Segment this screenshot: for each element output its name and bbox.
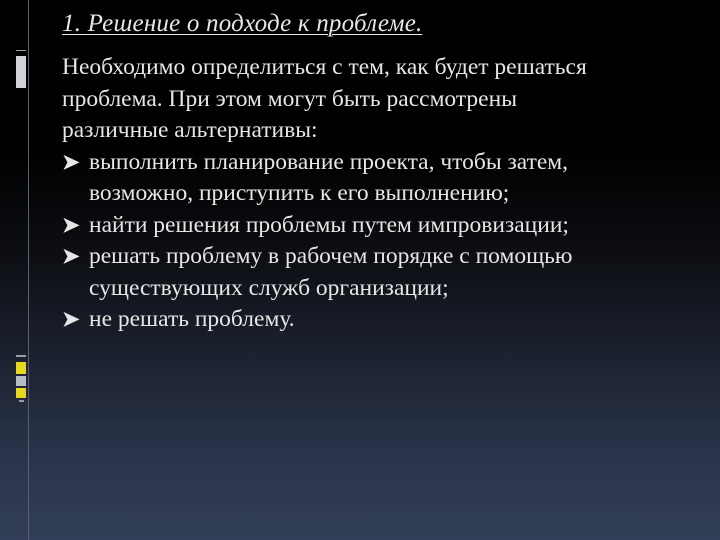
decorative-mark	[16, 355, 26, 357]
bullet-item	[62, 210, 702, 242]
arrow-bullet-icon: ➤	[62, 307, 80, 331]
arrow-bullet-icon: ➤	[62, 244, 80, 268]
intro-paragraph	[62, 52, 702, 147]
bullet-item	[62, 304, 702, 336]
slide-title: 1. Решение о подходе к проблеме.	[62, 10, 423, 37]
intro-line: Необходимо определиться с тем, как будет решаться	[62, 54, 587, 80]
bullet-line: выполнить планирование проекта, чтобы затем,	[89, 148, 569, 175]
bullet-list	[62, 147, 702, 336]
decorative-mark	[19, 400, 24, 402]
bullet-item	[62, 241, 702, 304]
bullet-item	[62, 147, 702, 210]
arrow-bullet-icon: ➤	[62, 149, 80, 174]
bullet-line: решать проблему в рабочем порядке с помощью	[89, 243, 573, 269]
decorative-mark	[16, 362, 26, 374]
slide-body	[62, 52, 702, 336]
bullet-line: существующих служб организации;	[89, 274, 449, 301]
bullet-line: возможно, приступить к его выполнению;	[89, 180, 510, 206]
intro-line: различные альтернативы:	[62, 117, 318, 143]
bullet-line: не решать проблему.	[89, 306, 295, 332]
decorative-mark	[16, 376, 26, 386]
bullet-line: найти решения проблемы путем импровизации;	[89, 211, 569, 238]
left-divider-line	[28, 0, 29, 540]
decorative-mark	[16, 388, 26, 398]
decorative-mark	[16, 56, 26, 88]
arrow-bullet-icon: ➤	[62, 212, 80, 237]
intro-line: проблема. При этом могут быть рассмотрены	[62, 85, 517, 112]
decorative-mark	[16, 50, 26, 51]
